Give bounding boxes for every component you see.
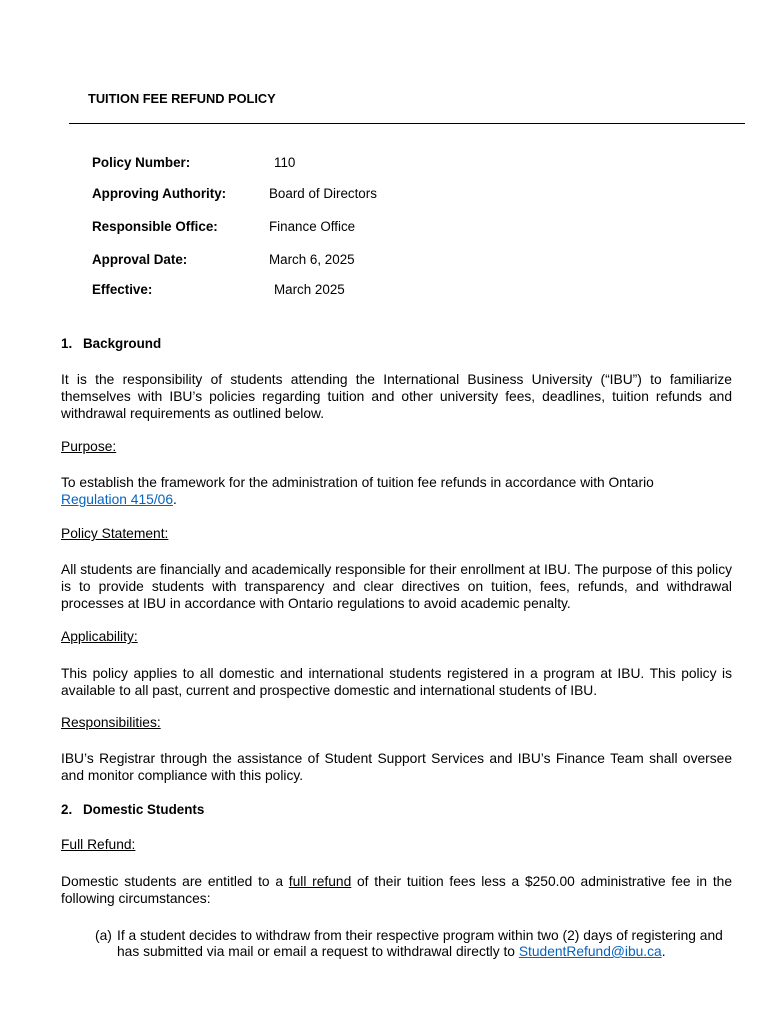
approving-authority-value: Board of Directors — [269, 186, 377, 201]
applicability-heading: Applicability: — [61, 629, 138, 644]
full-refund-text-after: of their tuition fees less a $250.00 administrative fee in the following circumstances: — [61, 874, 733, 906]
approving-authority-label: Approving Authority: — [92, 186, 227, 201]
responsible-office-label: Responsible Office: — [92, 219, 218, 234]
full-refund-heading: Full Refund: — [61, 837, 136, 852]
purpose-end: . — [173, 492, 177, 507]
effective-label: Effective: — [92, 282, 153, 297]
full-refund-underlined: full refund — [288, 874, 352, 889]
approval-date-value: March 6, 2025 — [269, 252, 355, 267]
purpose-paragraph — [61, 474, 732, 508]
list-item-a-marker: (a) — [95, 928, 112, 943]
list-item-a-text: If a student decides to withdraw from their respective program within two (2) days of registering and has submitted via mail or email a request to withdrawal directly to — [117, 928, 723, 959]
policy-number-value: 110 — [274, 155, 296, 170]
document-title: TUITION FEE REFUND POLICY — [88, 91, 276, 106]
effective-value: March 2025 — [274, 282, 345, 297]
applicability-paragraph: This policy applies to all domestic and international students registered in a program at IBU. This policy is available to all past, current and prospective domestic and international students of IBU. — [61, 666, 732, 698]
responsibilities-paragraph: IBU’s Registrar through the assistance of Student Support Services and IBU’s Finance Team shall oversee and monitor compliance with this policy. — [61, 751, 732, 783]
full-refund-paragraph — [61, 873, 732, 907]
section-2-number: 2. — [61, 802, 73, 817]
section-2-title: Domestic Students — [83, 802, 205, 817]
policy-number-label: Policy Number: — [92, 155, 191, 170]
section-1-number: 1. — [61, 336, 73, 351]
section-1-heading — [61, 336, 161, 351]
section-2-heading — [61, 802, 204, 817]
student-refund-email-link[interactable]: StudentRefund@ibu.ca — [518, 944, 662, 959]
list-item-a-body — [117, 928, 730, 960]
background-paragraph: It is the responsibility of students attending the International Business University (“IBU”) to familiarize themselves with IBU’s policies regarding tuition and other university fees, deadlines, tuition refunds and withdrawal requirements as outlined below. — [61, 372, 732, 421]
responsible-office-value: Finance Office — [269, 219, 356, 234]
header-divider — [69, 123, 745, 124]
policy-statement-paragraph: All students are financially and academically responsible for their enrollment at IBU. The purpose of this policy is to provide students with transparency and clear directives on tuition, fees, refunds, and withdrawal processes at IBU in accordance with Ontario regulations to avoid academic penalty. — [61, 562, 732, 611]
responsibilities-heading: Responsibilities: — [61, 715, 161, 730]
section-1-title: Background — [83, 336, 162, 351]
purpose-text: To establish the framework for the administration of tuition fee refunds in accordance with Ontario — [61, 475, 654, 490]
full-refund-text-before: Domestic students are entitled to a — [61, 874, 289, 889]
regulation-link[interactable]: Regulation 415/06 — [61, 492, 173, 507]
purpose-heading: Purpose: — [61, 439, 117, 454]
approval-date-label: Approval Date: — [92, 252, 188, 267]
list-item-a — [95, 928, 730, 960]
policy-statement-heading: Policy Statement: — [61, 526, 169, 541]
list-item-a-end: . — [661, 944, 666, 959]
